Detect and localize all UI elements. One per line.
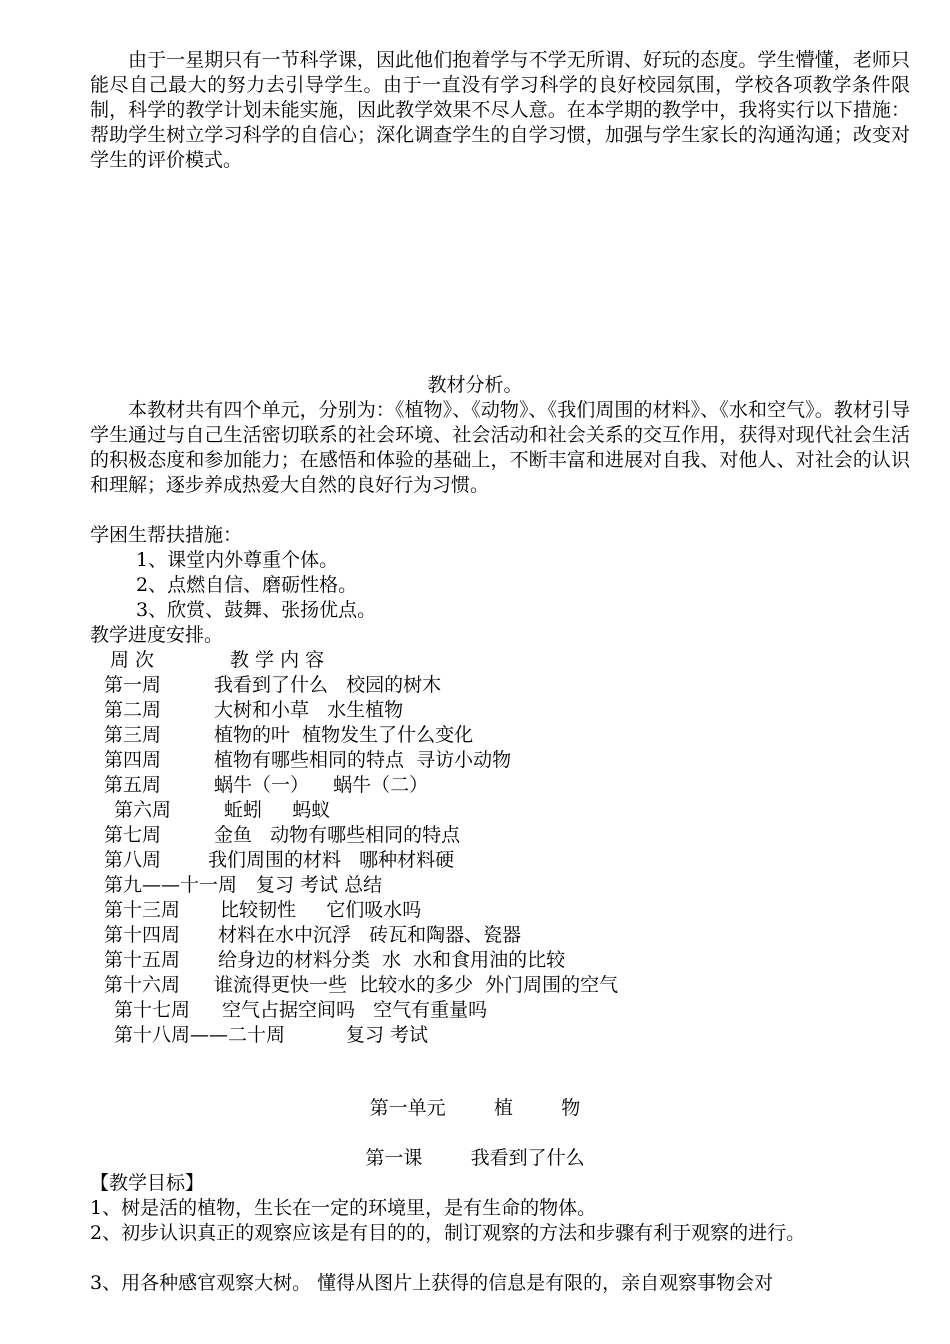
support-item: 1、课堂内外尊重个体。 [136,549,339,571]
schedule-col-content: 教 学 内 容 [230,649,325,671]
schedule-row-week: 第九——十一周 [104,874,238,896]
schedule-row-content: 复习 考试 总结 [256,874,383,896]
schedule-row-content: 植物的叶 植物发生了什么变化 [214,724,474,746]
support-item: 2、点燃自信、磨砺性格。 [136,574,358,596]
schedule-row-content: 我看到了什么 校园的树木 [214,674,442,696]
schedule-row-week: 第一周 [104,674,162,696]
schedule-row-content: 比较韧性 它们吸水吗 [220,899,422,921]
analysis-title: 教材分析。 [427,374,523,396]
schedule-row-week: 第六周 [114,799,172,821]
schedule-row-week: 第三周 [104,724,162,746]
schedule-row-week: 第十四周 [104,924,181,946]
objective-item: 2、初步认识真正的观察应该是有目的的，制订观察的方法和步骤有利于观察的进行。 [90,1222,806,1244]
schedule-row-week: 第五周 [104,774,162,796]
schedule-row-week: 第十五周 [104,949,181,971]
schedule-row-week: 第二周 [104,699,162,721]
schedule-row-content: 材料在水中沉浮 砖瓦和陶器、瓷器 [218,924,522,946]
schedule-row-week: 第十三周 [104,899,181,921]
schedule-row-content: 蚯蚓 蚂蚁 [224,799,331,821]
objectives-heading: 【教学目标】 [90,1172,205,1194]
objective-item: 1、树是活的植物，生长在一定的环境里，是有生命的物体。 [90,1197,597,1219]
schedule-row-content: 大树和小草 水生植物 [214,699,404,721]
schedule-row-content: 空气占据空间吗 空气有重量吗 [222,999,488,1021]
lesson-title: 第一课 我看到了什么 [365,1147,585,1169]
unit-title: 第一单元 植 物 [369,1097,581,1119]
schedule-row-content: 复习 考试 [346,1024,429,1046]
support-item: 3、欣赏、鼓舞、张扬优点。 [136,599,377,621]
schedule-row-week: 第十七周 [114,999,191,1021]
support-heading: 学困生帮扶措施： [90,524,243,546]
intro-paragraph: 由于一星期只有一节科学课，因此他们抱着学与不学无所谓、好玩的态度。学生懵懂，老师只能尽自己最大的努力去引导学生。由于一直没有学习科学的良好校园氛围，学校各项教学条件限制，科学的教学计划未能实施，因此教学效果不尽人意。在本学期的教学中，我将实行以下措施：帮助学生树立学习科学的自信心；深化调查学生的自学习惯，加强与学生家长的沟通沟通；改变对学生的评价模式。 [90,49,910,171]
schedule-row-week: 第十六周 [104,974,181,996]
schedule-row-content: 给身边的材料分类 水 水和食用油的比较 [218,949,566,971]
schedule-col-week: 周 次 [110,649,155,671]
schedule-row-week: 第十八周——二十周 [114,1024,286,1046]
schedule-row-content: 蜗牛（一） 蜗牛（二） [214,774,429,796]
schedule-row-content: 谁流得更快一些 比较水的多少 外门周围的空气 [214,974,619,996]
schedule-row-week: 第八周 [104,849,162,871]
analysis-paragraph: 本教材共有四个单元，分别为：《植物》、《动物》、《我们周围的材料》、《水和空气》。教材引导学生通过与自己生活密切联系的社会环境、社会活动和社会关系的交互作用，获得对现代社会生活的积极态度和参加能力；在感悟和体验的基础上，不断丰富和进展对自我、对他人、对社会的认识和理解；逐步养成热爱大自然的良好行为习惯。 [90,399,910,496]
schedule-row-content: 植物有哪些相同的特点 寻访小动物 [214,749,512,771]
schedule-row-week: 第四周 [104,749,162,771]
schedule-row-week: 第七周 [104,824,162,846]
schedule-row-content: 金鱼 动物有哪些相同的特点 [214,824,461,846]
objective-item: 3、用各种感官观察大树。 懂得从图片上获得的信息是有限的，亲自观察事物会对 [90,1272,774,1294]
schedule-heading: 教学进度安排。 [90,624,224,646]
schedule-row-content: 我们周围的材料 哪种材料硬 [208,849,455,871]
